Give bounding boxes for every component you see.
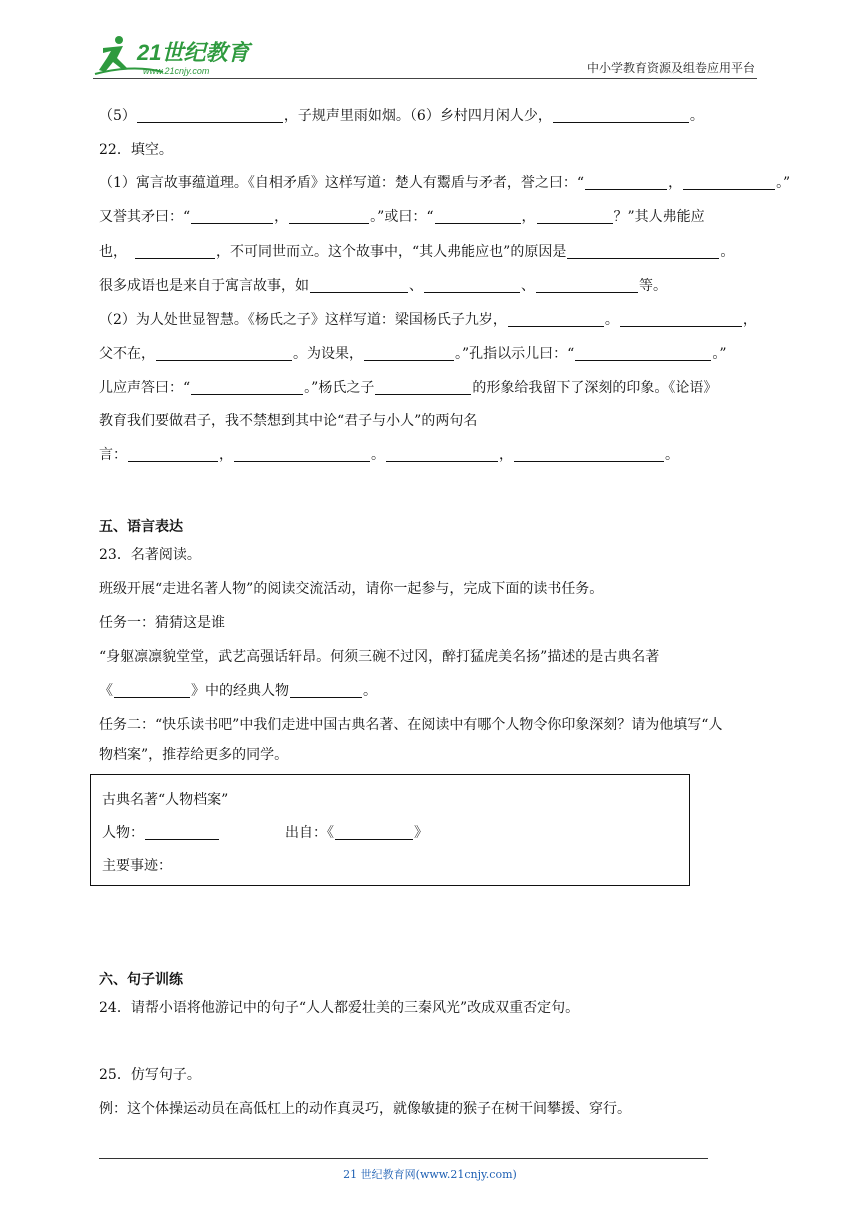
answer-blank[interactable] [435, 208, 521, 224]
text: 也， [99, 244, 127, 260]
profile-source-label: 出自：《 [285, 825, 334, 841]
text: ， [521, 209, 536, 225]
text: ， [742, 312, 757, 328]
text: 。”或曰：“ [370, 209, 434, 225]
site-logo [93, 34, 263, 78]
q23-task1-line1: “身躯凛凛貌堂堂，武艺高强话轩昂。何须三碗不过冈，醉打猛虎美名扬”描述的是古典名著 [99, 649, 660, 665]
site-title: 中小学教育资源及组卷应用平台 [586, 61, 755, 75]
q25-example: 例：这个体操运动员在高低杠上的动作真灵巧，就像敏捷的猴子在树干间攀援、穿行。 [99, 1101, 631, 1117]
text: 。 [604, 312, 619, 328]
q22-p2-line1 [99, 310, 757, 330]
text: 。 [665, 447, 679, 463]
text: 言： [99, 447, 127, 463]
text: 儿应声答曰：“ [99, 380, 191, 396]
text: ？”其人弗能应 [613, 209, 705, 225]
q22-title: 22．填空。 [99, 142, 173, 158]
text: 《 [99, 683, 113, 699]
text: 。”杨氏之子 [304, 380, 375, 396]
footer-divider [99, 1158, 708, 1159]
text: 。” [712, 346, 727, 362]
text: 。”孔指以示儿曰：“ [455, 346, 575, 362]
q22-p2-line5 [99, 445, 679, 465]
answer-blank[interactable] [128, 446, 218, 462]
logo-url: www.21cnjy.com [143, 66, 210, 76]
answer-blank[interactable] [537, 208, 613, 224]
logo-text: 21世纪教育 [137, 40, 250, 65]
text: ， [219, 447, 233, 463]
q23-intro: 班级开展“走进名著人物”的阅读交流活动，请你一起参与，完成下面的读书任务。 [99, 581, 604, 597]
q22-p1-line3 [99, 242, 734, 262]
text: ， [499, 447, 513, 463]
answer-blank[interactable] [191, 379, 303, 395]
q22-p2-line3 [99, 378, 717, 398]
profile-source-row [285, 823, 428, 843]
answer-blank[interactable] [310, 277, 408, 293]
text: 很多成语也是来自于寓言故事，如 [99, 278, 309, 294]
q21-line [99, 106, 704, 126]
text: 。 [371, 447, 385, 463]
text: 等。 [639, 278, 667, 294]
section6-heading: 六、句子训练 [99, 972, 183, 988]
text: 。 [720, 244, 735, 260]
q22-p2-line2 [99, 344, 727, 364]
text: （2）为人处世显智慧。《杨氏之子》这样写道：梁国杨氏子九岁， [99, 312, 507, 328]
text: 。为设果， [293, 346, 363, 362]
answer-blank[interactable] [536, 277, 638, 293]
answer-blank[interactable] [191, 208, 273, 224]
profile-source-close: 》 [414, 825, 428, 841]
character-profile-box [90, 774, 690, 886]
answer-blank[interactable] [290, 682, 362, 698]
answer-blank[interactable] [424, 277, 520, 293]
q21-part5-label: （5） [99, 108, 136, 124]
profile-person-blank[interactable] [145, 824, 219, 840]
answer-blank[interactable] [135, 243, 215, 259]
profile-title: 古典名著“人物档案” [102, 792, 229, 808]
profile-deeds-label: 主要事迹： [102, 858, 172, 874]
answer-blank[interactable] [620, 311, 742, 327]
text: 、 [521, 278, 535, 294]
text: 》中的经典人物 [191, 683, 289, 699]
answer-blank[interactable] [364, 345, 454, 361]
answer-blank[interactable] [575, 345, 711, 361]
answer-blank[interactable] [137, 107, 283, 123]
header-divider [93, 78, 757, 79]
answer-blank[interactable] [289, 208, 369, 224]
text: （1）寓言故事蕴道理。《自相矛盾》这样写道：楚人有鬻盾与矛者，誉之曰：“ [99, 175, 585, 191]
text: 父不在， [99, 346, 155, 362]
answer-blank[interactable] [234, 446, 370, 462]
answer-blank[interactable] [375, 379, 471, 395]
text: 。 [363, 683, 377, 699]
q22-p2-line4: 教育我们要做君子，我不禁想到其中论“君子与小人”的两句名 [99, 413, 478, 429]
answer-blank[interactable] [114, 682, 190, 698]
text: ， [274, 209, 289, 225]
answer-blank[interactable] [585, 174, 667, 190]
q23-task2-line2: 物档案”，推荐给更多的同学。 [99, 747, 289, 763]
answer-blank[interactable] [386, 446, 498, 462]
q23-task1-title: 任务一：猜猜这是谁 [99, 615, 225, 631]
q23-title: 23．名著阅读。 [99, 547, 201, 563]
footer-link[interactable]: 21 世纪教育网(www.21cnjy.com) [343, 1168, 517, 1181]
answer-blank[interactable] [508, 311, 604, 327]
q21-part5-text: ，子规声里雨如烟。 [283, 108, 410, 124]
q21-part6-end: 。 [689, 108, 704, 124]
section5-heading: 五、语言表达 [99, 519, 183, 535]
q24-text: 24．请帮小语将他游记中的句子“人人都爱壮美的三秦风光”改成双重否定句。 [99, 1000, 580, 1016]
text: 又誉其矛曰：“ [99, 209, 191, 225]
q21-part6-label: （6）乡村四月闲人少， [409, 108, 552, 124]
profile-person-row [102, 823, 220, 843]
text: ，不可同世而立。这个故事中，“其人弗能应也”的原因是 [216, 244, 567, 260]
text: 。” [776, 175, 791, 191]
answer-blank[interactable] [683, 174, 775, 190]
answer-blank[interactable] [514, 446, 664, 462]
answer-blank[interactable] [156, 345, 292, 361]
q22-p1-line2 [99, 207, 705, 227]
q23-task1-line2 [99, 681, 377, 701]
answer-blank[interactable] [553, 107, 689, 123]
q22-p1-line4 [99, 276, 667, 296]
text: ， [668, 175, 683, 191]
profile-source-blank[interactable] [335, 824, 413, 840]
q23-task2-line1: 任务二：“快乐读书吧”中我们走进中国古典名著、在阅读中有哪个人物令你印象深刻？请为他填写“人 [99, 717, 723, 733]
answer-blank[interactable] [567, 243, 719, 259]
q22-p1-line1 [99, 173, 790, 193]
profile-person-label: 人物： [102, 825, 144, 841]
q25-title: 25．仿写句子。 [99, 1067, 201, 1083]
text: 、 [409, 278, 423, 294]
text: 的形象给我留下了深刻的印象。《论语》 [472, 380, 718, 396]
